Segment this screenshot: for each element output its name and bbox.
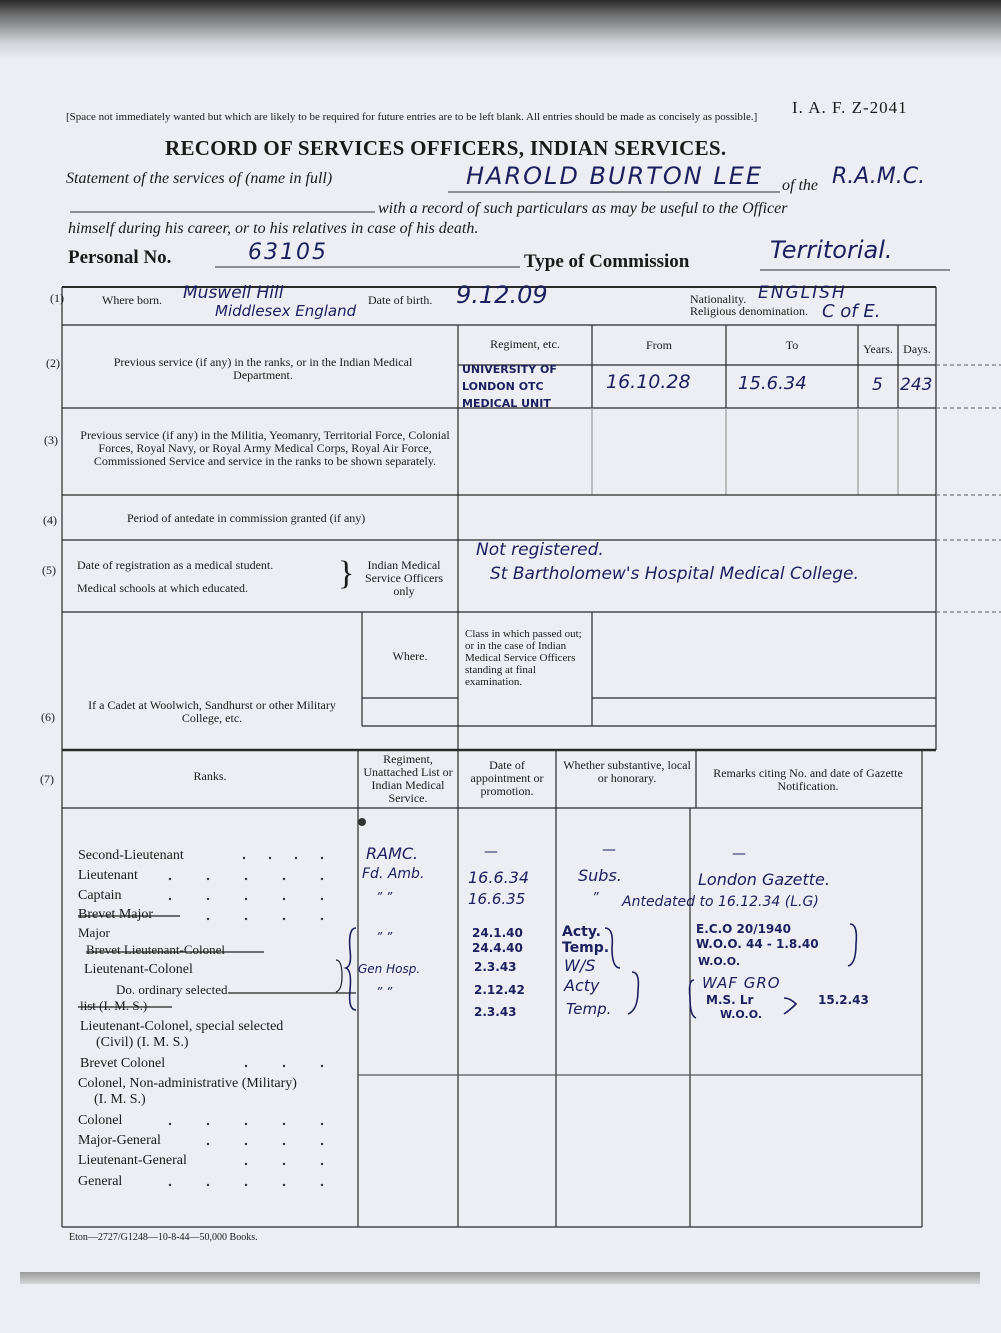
sec4-label: Period of antedate in commission granted (if any) xyxy=(127,511,366,525)
born-place-2: Middlesex England xyxy=(215,302,357,320)
commission-value: Territorial. xyxy=(770,236,893,264)
rank-lieutenant: Lieutenant xyxy=(78,868,138,883)
rank-brevet-major: Brevet Major xyxy=(78,907,154,922)
sec2-days-value: 243 xyxy=(900,375,933,395)
sec5-reg-label: Date of registration as a medical student. xyxy=(77,558,274,572)
entry-dash-sub-2lt: — xyxy=(602,842,616,858)
rank-colonel-ims: (I. M. S.) xyxy=(94,1092,146,1107)
nationality-value: ENGLISH xyxy=(758,283,847,303)
entry-remarks-lt-col-4: W.O.O. xyxy=(720,1008,762,1021)
row-number-6: (6) xyxy=(41,710,55,724)
rank-second-lieutenant: Second-Lieutenant xyxy=(78,848,184,863)
row-number-4: (4) xyxy=(43,513,57,527)
entry-dash-date-2lt: — xyxy=(484,844,498,860)
religion-label: Religious denomination. xyxy=(690,304,808,318)
dob-label: Date of birth. xyxy=(368,293,433,307)
entry-sub-major-2: Temp. xyxy=(562,940,610,956)
entry-sub-capt: ” xyxy=(592,891,599,906)
row-number-2: (2) xyxy=(46,356,60,370)
entry-reg-second-lt: RAMC. xyxy=(366,844,419,863)
entry-remarks-capt: Antedated to 16.12.34 (L.G) xyxy=(622,894,819,910)
entry-date-lt-col-1: 2.3.43 xyxy=(474,960,517,974)
sec5-registration-value: Not registered. xyxy=(476,540,604,560)
rank-lt-col-special-selected: Lieutenant-Colonel, special selected xyxy=(80,1019,284,1034)
entry-reg-lt-col: Gen Hosp. xyxy=(358,962,421,976)
officer-name: HAROLD BURTON LEE xyxy=(466,162,764,190)
sec2-header-to: To xyxy=(785,338,799,352)
statement-line-3: himself during his career, or to his relatives in case of his death. xyxy=(68,220,479,237)
entry-sub-lt-col-2: Acty xyxy=(564,976,600,995)
dob-value: 9.12.09 xyxy=(456,281,548,309)
entry-remarks-lt-col-3: 15.2.43 xyxy=(818,993,869,1007)
sec2-from-value: 16.10.28 xyxy=(606,371,691,393)
rank-colonel-non-administrative: Colonel, Non-administrative (Military) xyxy=(78,1076,297,1091)
sec5-ims-label: Indian Medical Service Officers only xyxy=(364,558,444,598)
sec2-regiment-2: LONDON OTC xyxy=(462,380,544,393)
sec2-header-from: From xyxy=(645,338,672,352)
entry-dash-remarks-2lt: — xyxy=(732,846,746,862)
instruction-note: [Space not immediately wanted but which are likely to be required for future entries are to be left blank. All entries should be made as concisely as possible.] xyxy=(66,111,758,123)
printer-imprint: Eton—2727/G1248—10-8-44—50,000 Books. xyxy=(69,1232,258,1243)
statement-prefix: Statement of the services of (name in full) xyxy=(66,170,333,187)
entry-remarks-major-2: W.O.O. 44 - 1.8.40 xyxy=(696,937,819,951)
sec2-to-value: 15.6.34 xyxy=(738,373,807,394)
entry-date-lt-col-3: 2.3.43 xyxy=(474,1005,517,1019)
sec3-label: Previous service (if any) in the Militia, Yeomanry, Territorial Force, Colonial Forces, Royal Navy, or Royal Army Medical Corps, Royal Air Force, Commissioned Service and service in the ranks to be shown separately. xyxy=(80,428,450,468)
row-number-3: (3) xyxy=(44,433,58,447)
entry-date-lt-col-2: 2.12.42 xyxy=(474,983,525,997)
sec2-label: Previous service (if any) in the ranks, or in the Indian Medical Department. xyxy=(113,355,413,382)
rank-general: General xyxy=(78,1174,123,1189)
sec7-header-ranks: Ranks. xyxy=(193,769,227,783)
entry-sub-lt: Subs. xyxy=(578,866,622,885)
entry-remarks-lt-col-2: M.S. Lr xyxy=(706,993,754,1007)
rank-list-ims: list (I. M. S.) xyxy=(80,998,148,1013)
entry-reg-lt: Fd. Amb. xyxy=(362,866,425,882)
religion-value: C of E. xyxy=(822,301,881,322)
sec7-header-date: Date of appointment or promotion. xyxy=(470,758,544,798)
rank-brevet-lieutenant-colonel: Brevet Lieutenant-Colonel xyxy=(86,942,225,957)
rank-colonel: Colonel xyxy=(78,1113,123,1128)
entry-reg-major: ” ” xyxy=(376,930,393,944)
rank-do-ordinary-selected: Do. ordinary selected xyxy=(116,982,228,997)
form-code: I. A. F. Z-2041 xyxy=(792,98,908,117)
entry-date-lt: 16.6.34 xyxy=(468,868,530,887)
nationality-label: Nationality. xyxy=(690,292,747,306)
entry-reg-do: ” ” xyxy=(376,985,393,999)
statement-line-2: with a record of such particulars as may be useful to the Officer xyxy=(378,200,788,217)
corps-value: R.A.M.C. xyxy=(832,164,926,189)
sec2-header-regiment: Regiment, etc. xyxy=(490,337,560,351)
entry-date-major-1: 24.1.40 xyxy=(472,926,523,940)
sec2-header-days: Days. xyxy=(903,342,931,356)
sec7-header-regiment: Regiment, Unattached List or Indian Medical Service. xyxy=(363,752,453,805)
rank-brevet-colonel: Brevet Colonel xyxy=(80,1056,166,1071)
personal-no-value: 63105 xyxy=(248,240,328,265)
born-label: Where born. xyxy=(102,293,162,307)
rank-major: Major xyxy=(78,925,110,940)
sec7-header-substantive: Whether substantive, local or honorary. xyxy=(563,758,691,785)
sec2-header-years: Years. xyxy=(863,342,893,356)
of-the-label: of the xyxy=(782,177,818,194)
sec6-where-label: Where. xyxy=(392,649,428,663)
entry-remarks-lt: London Gazette. xyxy=(698,870,830,889)
entry-date-major-2: 24.4.40 xyxy=(472,941,523,955)
commission-label: Type of Commission xyxy=(524,251,690,272)
born-place-1: Muswell Hill xyxy=(183,283,284,303)
sec6-cadet-label: If a Cadet at Woolwich, Sandhurst or other Military College, etc. xyxy=(88,698,336,725)
sec6-class-label: Class in which passed out; or in the case of Indian Medical Service Officers standing at final examination. xyxy=(465,628,582,688)
entry-remarks-major-1: E.C.O 20/1940 xyxy=(696,922,791,936)
sec5-schools-label: Medical schools at which educated. xyxy=(77,581,248,595)
rank-civil-ims: (Civil) (I. M. S.) xyxy=(96,1035,189,1050)
entry-remarks-lt-col-1: WAF GRO xyxy=(702,974,781,992)
entry-sub-lt-col-3: Temp. xyxy=(566,1000,612,1018)
sec7-header-remarks: Remarks citing No. and date of Gazette Notification. xyxy=(713,766,903,793)
personal-no-label: Personal No. xyxy=(68,247,172,268)
sec5-brace: } xyxy=(338,555,355,592)
row-number-7: (7) xyxy=(40,772,54,786)
rank-lieutenant-general: Lieutenant-General xyxy=(78,1153,187,1168)
sec2-regiment-1: UNIVERSITY OF xyxy=(462,363,557,376)
rank-lieutenant-colonel: Lieutenant-Colonel xyxy=(84,962,193,977)
entry-date-capt: 16.6.35 xyxy=(468,890,526,908)
entry-remarks-major-3: W.O.O. xyxy=(698,955,740,968)
row-number-1: (1) xyxy=(50,291,64,305)
sec5-schools-value: St Bartholomew's Hospital Medical College. xyxy=(490,564,859,584)
sec2-regiment-3: MEDICAL UNIT xyxy=(462,397,551,410)
row-number-5: (5) xyxy=(42,563,56,577)
sec2-years-value: 5 xyxy=(872,375,883,395)
entry-sub-lt-col-1: W/S xyxy=(564,956,596,975)
rank-major-general: Major-General xyxy=(78,1133,161,1148)
entry-reg-capt: ” ” xyxy=(376,890,393,904)
form-title: RECORD OF SERVICES OFFICERS, INDIAN SERVICES. xyxy=(165,136,727,160)
entry-sub-major-1: Acty. xyxy=(562,924,601,940)
rank-captain: Captain xyxy=(78,888,122,903)
